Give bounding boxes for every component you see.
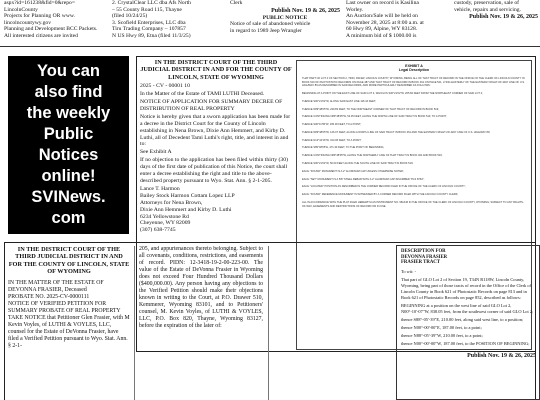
publish-line: Publish Nov. 19 & 26, 2025: [467, 353, 536, 359]
frasier-col1: [8, 246, 130, 400]
notice-heading: NOTICE OF APPLICATION FOR SUMMARY DECREE OF DISTRIBUTION OF REAL PROPERTY: [140, 99, 283, 112]
exhibit-paragraph: EACH "LOCATED" POSITION AS DESCRIBED IN THE CORNER RECORD FILED IN THE OFFICE OF THE CLERK OF LINCOLN COUNTY;: [302, 185, 466, 189]
exhibit-paragraph: THENCE N12°44'16"W, 313.06 FEET, TO A POINT;: [302, 138, 362, 142]
case-number: 2025 - CV - 00001 10: [140, 83, 190, 90]
column-divider: [134, 246, 135, 400]
top-fragment-col4: Last owner on record is Kasilina Worley. An Auction/Sale will be held on November 28, 2025 at 8:00 a.m. at 60 Hwy 89, Alpine, WY 83128. A minimum bid of $ 1000.00 is: [346, 0, 424, 39]
top-fragment-col5: custody, preservation, sale of vehicle, repairs and servicing. Publish Nov. 19 & 26, 2025: [454, 0, 538, 21]
exhibit-subtitle: Legal Description: [398, 68, 430, 73]
online-notices-ad: You can also find the weekly Public Notices online! SVINews. com: [8, 56, 129, 234]
publish-line: Publish Nov. 19 & 26, 2025: [271, 7, 340, 14]
cert-paragraph: thence S88°-05'-39"E, 210.00 feet, along said west line, to a position;: [401, 316, 524, 322]
exhibit-paragraph: THENCE CONTINUING N89°48'05"W, 52.35 FEET, ALONG THE NORTH LINE OF SAID TRACT IN BOOK 519, TO A POINT;: [302, 115, 447, 119]
exhibit-paragraph: EACH "FOUND" REFERENCE MONUMENT IS WITNESSED BY A CORNER RECORD FILED WITH THE LINCOLN COUNTY CLERK;: [302, 193, 459, 197]
exhibit-paragraph: THAT PART OF LOT 4 OF SECTION 2, T30N, R119W, LINCOLN COUNTY, WYOMING, BEING ALL OF THAT TRACT OF RECORD IN THE OFFICE OF THE CLERK OF LINCOLN COUNTY IN BOOK 519 OF PHOTOSTATIC RECORDS ON PAGE 487 AND THAT TRACT OF RECORD IN BOOK 461 ON PAGE 521, LYING EASTERLY OF THE EASTERLY RIGHT-OF-WAY LINE OF U.S. HIGHWAY 89 AS DESCRIBED IN SAID RECORDS, AND MORE PARTICULARLY DESCRIBED AS FOLLOWS:: [302, 77, 525, 88]
cert-paragraph: thence N88°-05'-39"W, 210.00 feet, to a point;: [401, 332, 483, 338]
cert-heading: FRASIER TRACT: [401, 260, 440, 266]
court-title: IN THE DISTRICT COURT OF THE THIRD JUDICIAL DISTRICT IN AND FOR THE COUNTY OF LINCOLN, STATE OF WYOMING: [8, 246, 130, 276]
notice-body-2: If no objection to the application has been filed within thirty (30) days of the first date of publication of this Notice, the court shall enter a decree establishing the right and title to the above-described property pursuant to Wyo. Stat. Ann. § 2-1-205.: [140, 157, 288, 184]
attorney-signature: Lance T. Harmon Bailey Stock Harmon Cottam Lopez LLP Attorneys for Nena Brown, Dixie Ann Hemmert and Kirby D. Luthi 6234 Yellowstone Rd Cheyenne, WY 82009 (307) 638-7745: [140, 185, 235, 234]
notice-body: TAKE NOTICE that Petitioner Glen Frasier, with M Kevin Voyles, of LUTHI & VOYLES, LLC, counsel for the Estate of DeVonna Frasier, have filed a Verified Petition pursuant to Wyo. Stat. Ann. § 2-1-: [8, 314, 130, 349]
exhibit-paragraph: THENCE S00°11'55"W, 165.00 FEET, TO A POINT;: [302, 123, 361, 127]
cert-paragraph: That part of GLO Lot 2 of Section 19, T34N R118W, Lincoln County, Wyoming, being part of those tracts of record in the Office of the Clerk of Lincoln County in Book 621 of Photostatic Records on page 813 and in Book 621 of Photostatic Records on page 852, described as follows:: [401, 276, 531, 300]
cert-paragraph: thence N00°-00'-00"W, 187.00 feet, to the POSITION OF BEGINNING;: [401, 340, 530, 346]
exhibit-reference: See Exhibit A: [140, 149, 172, 156]
exhibit-paragraph: THENCE N89°48'05"W, 239.83 FEET, TO THE NORTHEAST CORNER OF THAT TRACT OF RECORD IN BOOK 519;: [302, 107, 439, 111]
divider: [0, 46, 540, 47]
exhibit-paragraph: THENCE CONTINUING N89°48'05"W, ALONG THE NORTHERLY LINE OF THAT TRACT IN BOOK 461 AND BOOK 519;: [302, 154, 443, 158]
cert-heading: DEVONNA FRASIER: [401, 254, 448, 260]
notice-heading: NOTICE OF VERIFIED PETITION FOR SUMMARY PROBATE OF REAL PROPERTY: [8, 300, 121, 314]
cert-paragraph: thence N00°-00'-00"E, 187.00 feet, to a point;: [401, 324, 482, 330]
probate-number: PROBATE NO. 2025-CV-0000111: [8, 293, 90, 300]
cert-heading: DESCRIPTION FOR: [401, 249, 446, 254]
top-fragment-col2: 2. CrystalClear LLC dba Afs North – 55 County Road 115, Thayne (filed 10/24/25) 3. Scofield Enterprises, LLC dba Tiru Trading Company – 107857 N US Hwy 89, Etna (filed 11/3/25): [112, 0, 191, 39]
exhibit-paragraph: EACH "FOUND" MONUMENT IS A 2" ALUMINUM CAP UNLESS OTHERWISE NOTED;: [302, 169, 404, 173]
exhibit-paragraph: EACH "SET" MONUMENT IS A 5/8" STEEL REBAR WITH A 2" ALUMINUM CAP INSCRIBED "PLS 8764";: [302, 177, 425, 181]
frasier-tract-description: DESCRIPTION FOR DEVONNA FRASIER FRASIER TRACT To wit: - That part of GLO Lot 2 of Section 19, T34N R118W, Lincoln County, Wyoming, being part of those tracts of record in the Office of the Clerk of Lincoln County in Book 621 of Photostatic Records on page 813 and in Book 621 of Photostatic Records on page 852, described as follows: BEGINNING at a position on the west line of said GLO Lot 2, N00°-10'-07"W, 838.05 feet, from the southwest corner of said GLO Lot 2; thence S88°-05'-39"E, 210.00 feet, along said west line, to a position; thence N00°-00'-00"E, 187.00 feet, to a point; thence N88°-05'-39"W, 210.00 feet, to a point; thence N00°-00'-00"W, 187.00 feet, to the POSITION OF BEGINNING;: [396, 245, 540, 400]
court-title: IN THE DISTRICT COURT OF THE THIRD JUDICIAL DISTRICT IN AND FOR THE COUNTY OF LINCOLN, STATE OF WYOMING: [140, 59, 292, 81]
public-notice-heading: PUBLIC NOTICE: [262, 14, 308, 21]
exhibit-title: EXHIBIT A: [405, 64, 423, 68]
estate-caption: In the Matter of the Estate of TAMI LUTHI Deceased.: [140, 91, 265, 98]
estate-caption: IN THE MATTER OF THE ESTATE OF DEVONNA FRASIER, Deceased: [8, 279, 104, 293]
frasier-col2: 205, and appurtenances thereto belonging. Subject to all covenants, conditions, restrictions, and easements of record. PIDN: 12-3418-19-2-00-223-00. The value of the Estate of DeVonna Frasier in Wyoming does not exceed Four Hundred Thousand Dollars ($400,000.00). Any person having any objections to the Verified Petition should make their objections known in writing to the Court, at P.O. Drawer 510, Kemmerer, Wyoming 83101, and to Petitioners' counsel, M. Kevin Voyles, of LUTHI & VOYLES, LLC, P.O. Box 820, Thayne, Wyoming 83127, before the expiration of the later of:: [139, 246, 263, 329]
top-fragment-col3: Clerk Publish Nov. 19 & 26, 2025 PUBLIC NOTICE Notice of sale of abandoned vehicle in regard to 1989 Jeep Wrangler: [230, 0, 340, 34]
column-divider: [268, 246, 269, 400]
publish-line: Publish Nov. 19 & 26, 2025: [469, 14, 538, 21]
exhibit-paragraph: THENCE S00°21'02"W, ALONG SAID EAST LINE 116.16 FEET;: [302, 99, 376, 103]
exhibit-paragraph: THENCE S89°48'05"E, 471.33 FEET, TO THE POINT OF BEGINNING;: [302, 146, 385, 150]
exhibit-paragraph: BEGINNING AT A POINT ON THE EAST LINE OF SAID LOT 4, WHICH IS S00°21'02"W, 265.84 FEET FROM THE NORTHEAST CORNER OF SAID LOT 4;: [302, 91, 483, 95]
exhibit-paragraph: THENCE S00°21'02"W, 50.00 FEET ALONG THE SOUTH LINE OF SAID TRACT IN BOOK 519;: [302, 162, 414, 165]
exhibit-paragraph: ALL IN ACCORDANCE WITH THE PLAT FILED HEREWITH AS INSTRUMENT NO. 981446 IN THE OFFICE OF THE CLERK OF LINCOLN COUNTY, WYOMING; SUBJECT TO ANY RIGHTS-OF-WAY, EASEMENTS AND RESTRICTIONS OF RECORD OR IN USE.: [302, 200, 524, 208]
cert-paragraph: BEGINNING at a position on the west line of said GLO Lot 2, N00°-10'-07"W, 838.05 feet, from the southwest corner of said GLO Lot 2;: [401, 302, 534, 314]
top-fragment-col1: aspx?id=161238&fid=0&repo= LincolnCounty Projects for Planning OR www. lincolncountywy.gov Planning and Development BCC Packets. All interested citizens are invited: [4, 0, 98, 39]
exhibit-paragraph: THENCE N89°48'05"W, 146.07 FEET, ALONG A NORTH LINE OF SAID TRACT IN BOOK 461 AND THE EASTERLY RIGHT-OF-WAY LINE OF U.S. HIGHWAY 89;: [302, 130, 491, 134]
notice-body: Notice is hereby given that a sworn application has been made for a decree in the District Court for the County of Lincoln establishing in Nena Brown, Dixie Ann Hemmert, and Kirby D. Luthi, all of Decedent Tami Luthi's right, title, and interest in and to:: [140, 113, 291, 148]
